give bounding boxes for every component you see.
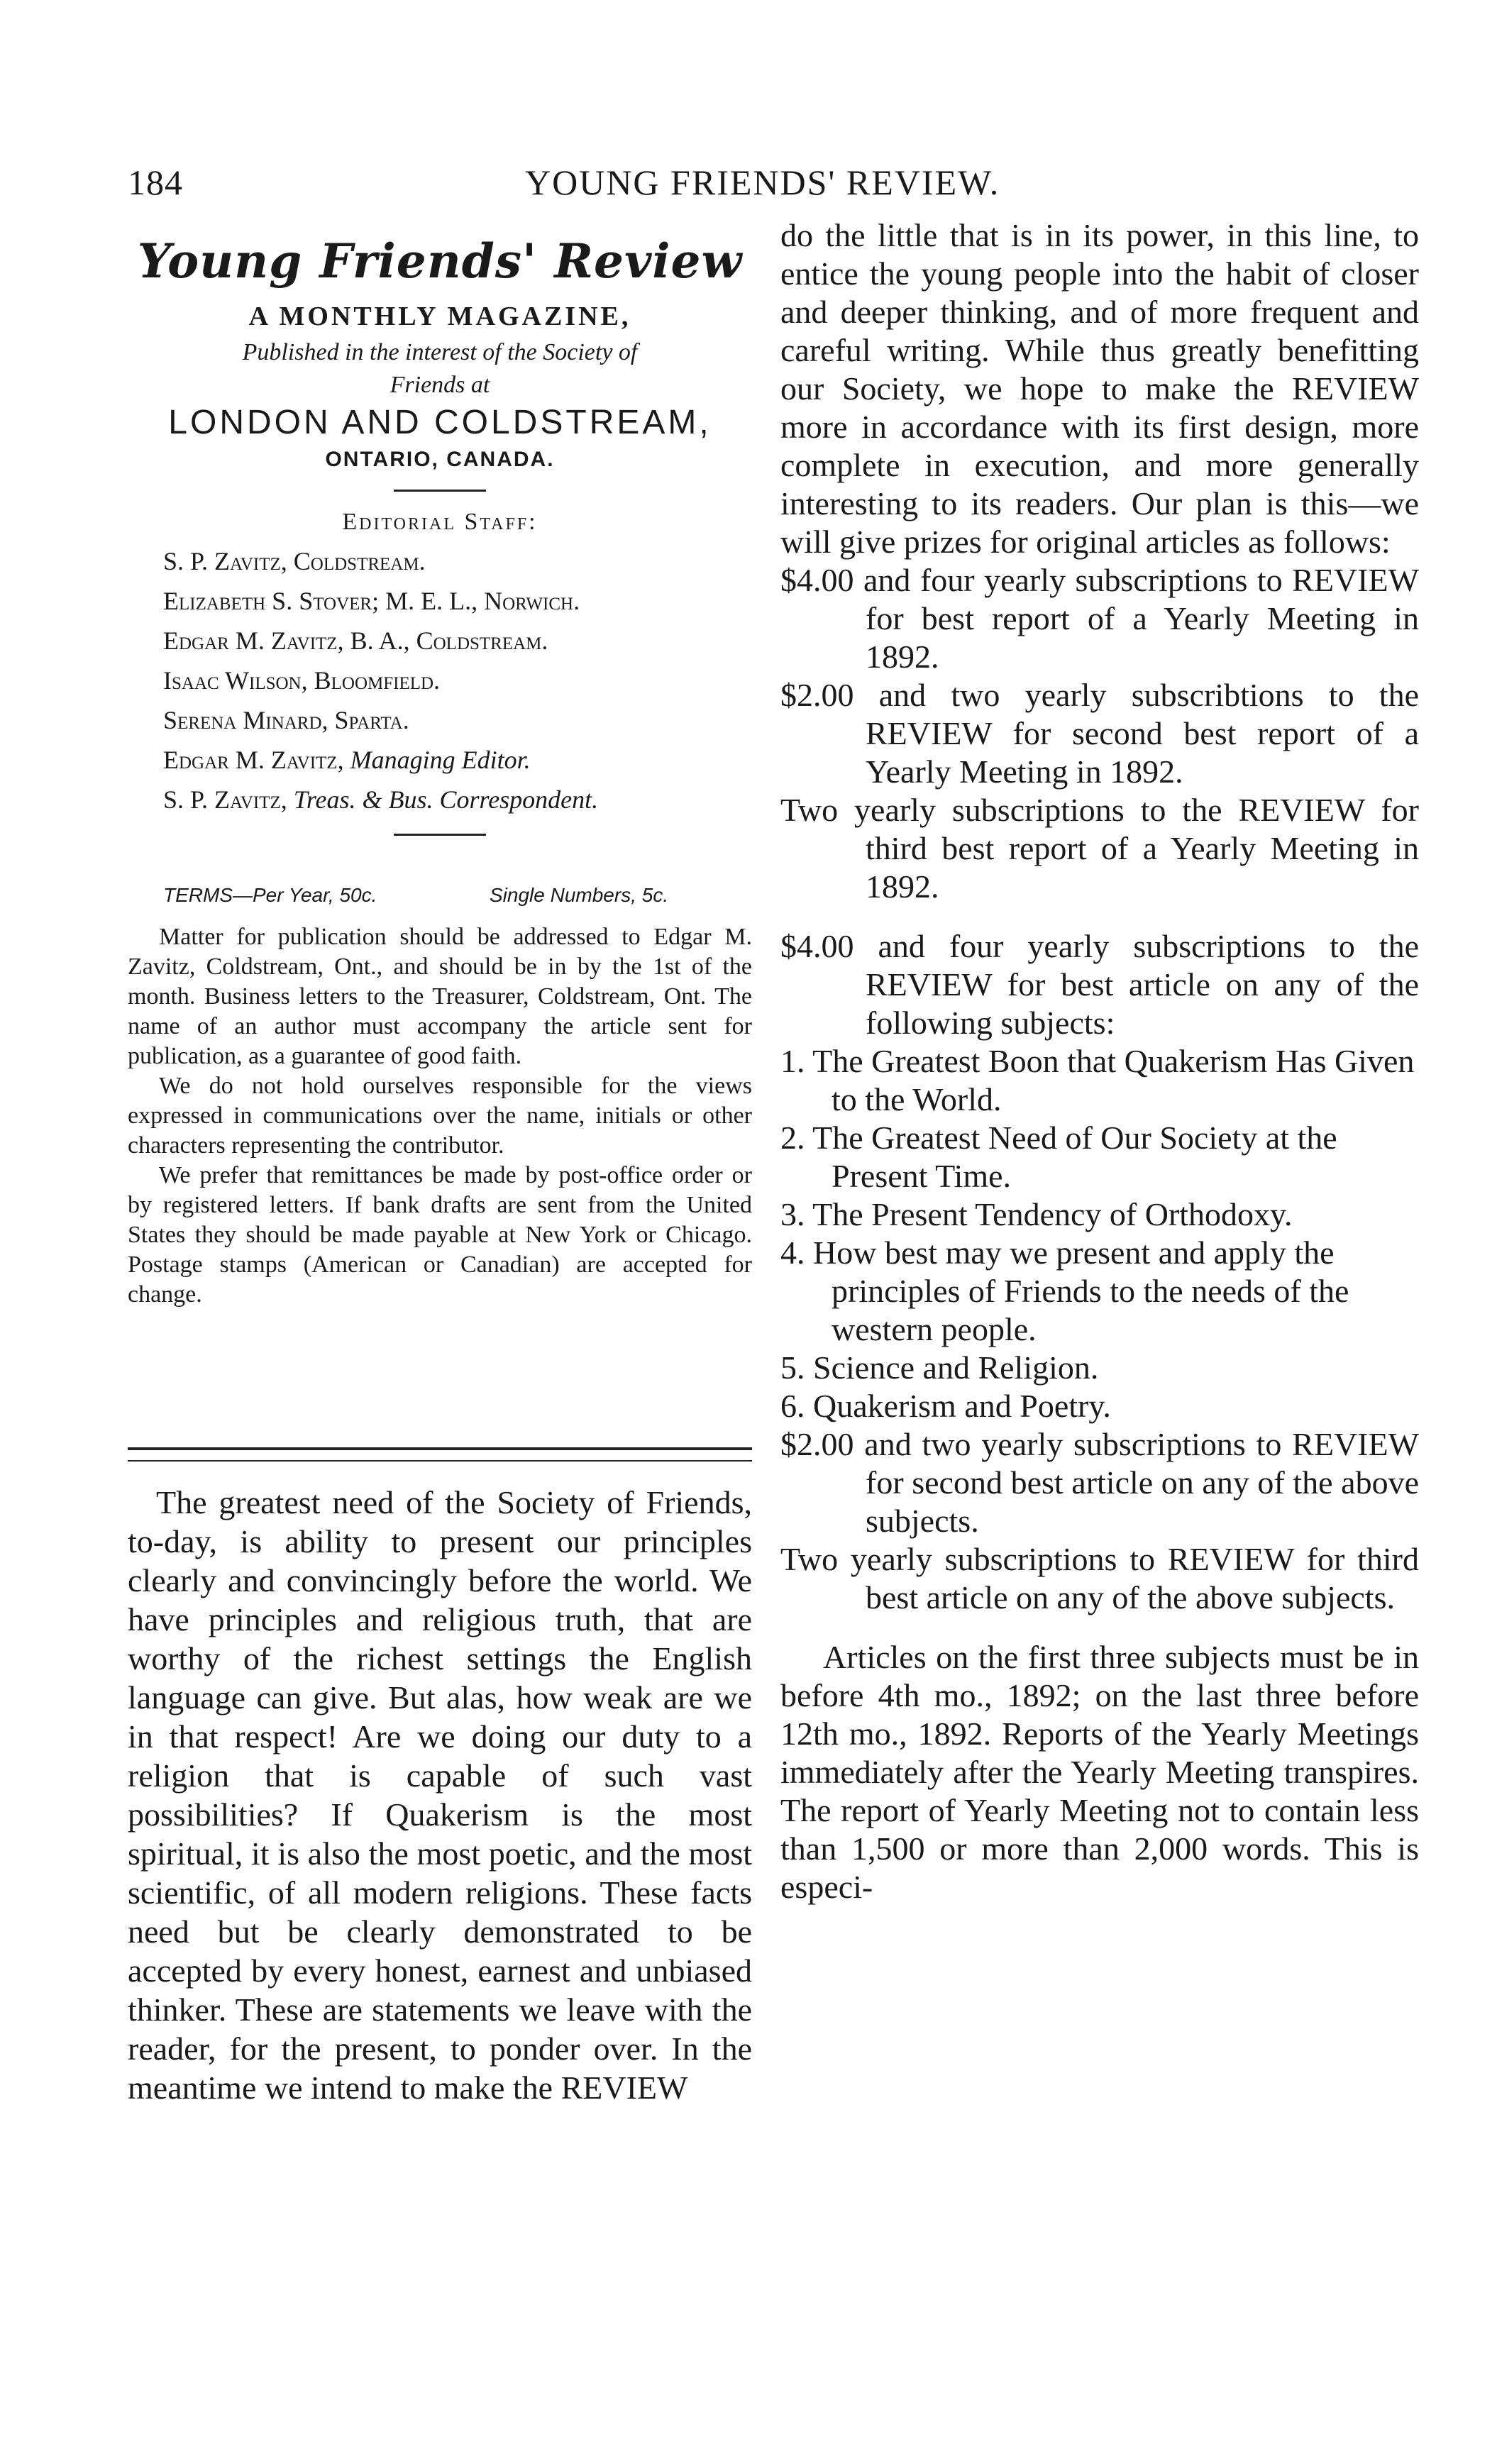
staff-member: Elizabeth S. Stover; M. E. L., Norwich.	[163, 587, 580, 615]
prize-item: $2.00 and two yearly subscribtions to the REVIEW for second best report of a Yearly Meeting in 1892.	[780, 677, 1419, 790]
place-line-1: LONDON AND COLDSTREAM,	[168, 404, 712, 441]
notice-paragraph: Matter for publication should be addressed to Edgar M. Zavitz, Coldstream, Ont., and should be in by the 1st of the month. Business letters to the Treasurer, Coldstream, Ont. The name of an author must accompany the article sent for publication, as a guarantee of good faith.	[128, 924, 752, 1069]
staff-member: S. P. Zavitz, Treas. & Bus. Correspondent.	[163, 785, 599, 814]
topic-item: 2. The Greatest Need of Our Society at the Present Time.	[780, 1120, 1337, 1194]
staff-heading: Editorial Staff:	[342, 509, 538, 535]
topic-item: 1. The Greatest Boon that Quakerism Has Given to the World.	[780, 1043, 1415, 1117]
topic-item: 4. How best may we present and apply the principles of Friends to the needs of the western people.	[780, 1234, 1349, 1347]
prize-item: Two yearly subscriptions to the REVIEW for third best report of a Yearly Meeting in 1892.	[780, 792, 1419, 905]
staff-member: Serena Minard, Sparta.	[163, 706, 409, 734]
double-rule-divider	[128, 1447, 752, 1462]
magazine-title: Young Friends' Review	[137, 233, 743, 289]
terms-single: Single Numbers, 5c.	[490, 884, 669, 906]
prize-item: $4.00 and four yearly subscriptions to REVIEW for best report of a Yearly Meeting in 1892.	[780, 562, 1419, 675]
running-title: YOUNG FRIENDS' REVIEW.	[525, 162, 1000, 202]
prize-item: $2.00 and two yearly subscriptions to REVIEW for second best article on any of the above subjects.	[780, 1426, 1419, 1539]
intro-paragraph: do the little that is in its power, in this line, to entice the young people into the habit of closer and deeper thinking, and of more frequent and careful writing. While thus greatly benefitting our Society, we hope to make the REVIEW more in accordance with its first design, more complete in execution, and more generally interesting to its readers. Our plan is this—we will give prizes for original articles as follows:	[780, 217, 1419, 560]
editorial-article	[128, 1483, 752, 2107]
prize-item: Two yearly subscriptions to REVIEW for third best article on any of the above subjects.	[780, 1541, 1419, 1615]
article-paragraph: The greatest need of the Society of Friends, to-day, is ability to present our principles clearly and convincingly before the world. We have principles and religious truth, that are worthy of the richest settings the English language can give. But alas, how weak are we in that respect! Are we doing our duty to a religion that is capable of such vast possibilities? If Quakerism is the most spiritual, it is also the most poetic, and the most scientific, of all modern religions. These facts need but be clearly demonstrated to be accepted by every honest, earnest and unbiased thinker. These are statements we leave with the reader, for the present, to ponder over. In the meantime we intend to make the REVIEW	[128, 1484, 752, 2106]
page-header	[128, 162, 1419, 211]
publication-notices	[128, 922, 752, 1310]
published-line-1: Published in the interest of the Society of	[242, 339, 638, 365]
spacer	[780, 1617, 1419, 1638]
notice-paragraph: We do not hold ourselves responsible for the views expressed in communications over the name, initials or other characters representing the contributor.	[128, 1073, 752, 1159]
prize-item: $4.00 and four yearly subscriptions to the REVIEW for best article on any of the following subjects:	[780, 928, 1419, 1041]
staff-member: Edgar M. Zavitz, Managing Editor.	[163, 746, 531, 774]
place-line-2: ONTARIO, CANADA.	[325, 448, 555, 471]
spacer	[780, 906, 1419, 927]
notice-paragraph: We prefer that remittances be made by post-office order or by registered letters. If bank drafts are sent from the United States they should be made payable at New York or Chicago. Postage stamps (American or Canadian) are accepted for change.	[128, 1162, 752, 1308]
divider	[394, 490, 486, 492]
divider	[394, 834, 486, 836]
staff-member: S. P. Zavitz, Coldstream.	[163, 547, 426, 575]
magazine-subtitle: A MONTHLY MAGAZINE,	[248, 302, 631, 331]
masthead	[128, 226, 752, 847]
topic-item: 3. The Present Tendency of Orthodoxy.	[780, 1196, 1293, 1232]
staff-list	[128, 541, 752, 819]
topic-item: 5. Science and Religion.	[780, 1349, 1099, 1386]
right-column	[780, 216, 1419, 1906]
published-line-2: Friends at	[390, 372, 490, 398]
staff-member: Isaac Wilson, Bloomfield.	[163, 666, 441, 695]
page-number: 184	[128, 162, 183, 202]
staff-member: Edgar M. Zavitz, B. A., Coldstream.	[163, 626, 548, 655]
closing-paragraph: Articles on the first three subjects must be in before 4th mo., 1892; on the last three before 12th mo., 1892. Reports of the Yearly Meetings immediately after the Yearly Meeting transpires. The report of Yearly Meeting not to contain less than 1,500 or more than 2,000 words. This is especi-	[780, 1639, 1419, 1905]
terms-line	[163, 884, 745, 915]
topic-item: 6. Quakerism and Poetry.	[780, 1388, 1111, 1424]
terms-per-year: TERMS—Per Year, 50c.	[163, 884, 377, 906]
